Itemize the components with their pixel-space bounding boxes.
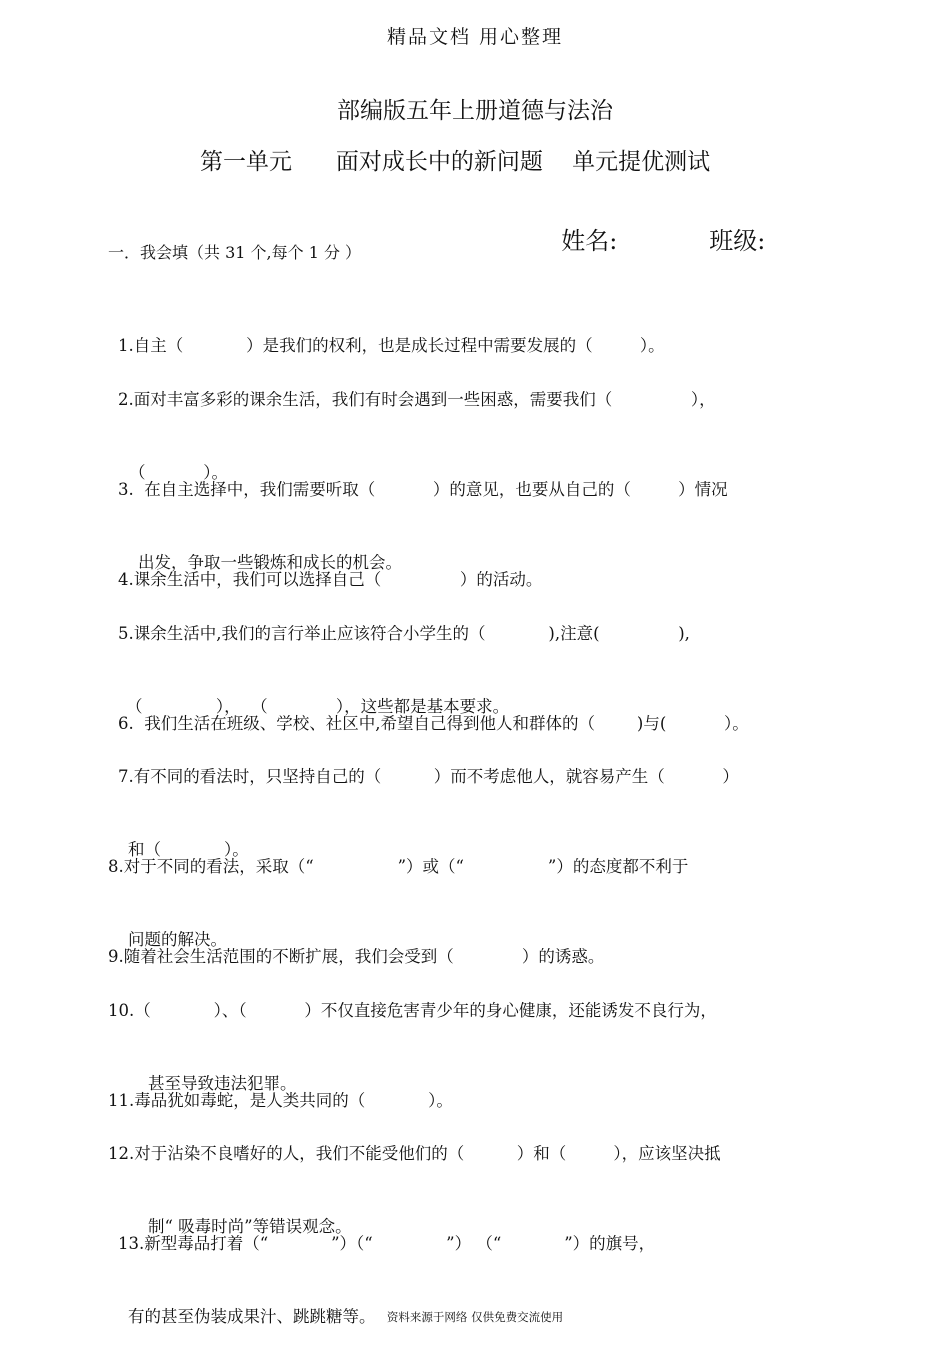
question-line: 4.课余生活中，我们可以选择自己（ ）的活动。 [118, 570, 543, 589]
question-line: 8.对于不同的看法，采取（“ ”）或（“ ”）的态度都不利于 [108, 857, 689, 876]
question-line: 10.（ ）、（ ）不仅直接危害青少年的身心健康，还能诱发不良行为， [108, 1001, 717, 1020]
question-line-continued: 有的甚至伪装成果汁、跳跳糖等。 [128, 1307, 376, 1326]
document-footer: 资料来源于网络 仅供免费交流使用 [386, 1310, 564, 1324]
student-info [546, 193, 765, 256]
question-line: 12.对于沾染不良嗜好的人，我们不能受他们的（ ）和（ ），应该坚决抵 [108, 1144, 721, 1163]
question-line: 7.有不同的看法时，只坚持自己的（ ）而不考虑他人，就容易产生（ ） [118, 767, 739, 786]
question-line: 1.自主（ ）是我们的权利，也是成长过程中需要发展的（ ）。 [118, 336, 665, 355]
name-label: 姓名: [561, 227, 618, 255]
question-line: 11.毒品犹如毒蛇，是人类共同的（ ）。 [108, 1091, 453, 1110]
question-line: 5.课余生活中,我们的言行举止应该符合小学生的（ ),注意( ), [118, 624, 690, 643]
question-line: 9.随着社会生活范围的不断扩展，我们会受到（ ）的诱惑。 [108, 947, 605, 966]
question-line-continued: 问题的解决。 [128, 930, 227, 949]
document-header: 精品文档 用心整理 [386, 26, 564, 48]
question-line-continued: （ ）。 [129, 463, 228, 482]
unit-title: 第一单元 面对成长中的新问题 单元提优测试 [200, 149, 711, 175]
question-line-continued: 出发，争取一些锻炼和成长的机会。 [138, 553, 402, 572]
question-line-continued: 甚至导致违法犯罪。 [148, 1074, 297, 1093]
class-label: 班级: [709, 227, 766, 255]
question-line: 13.新型毒品打着（“ ”）（“ ”） （“ ”）的旗号， [118, 1234, 656, 1253]
question-line-continued: （ ）， （ ），这些都是基本要求。 [126, 697, 510, 716]
question-line: 2.面对丰富多彩的课余生活，我们有时会遇到一些困惑，需要我们（ ）， [118, 390, 716, 409]
question-line-continued: 制“ 吸毒时尚”等错误观念。 [148, 1217, 352, 1236]
question-line-continued: 和（ ）。 [128, 840, 249, 859]
question-line: 3. 在自主选择中，我们需要听取（ ）的意见，也要从自己的（ ）情况 [118, 480, 728, 499]
document-title: 部编版五年上册道德与法治 [337, 98, 613, 124]
question-line: 6. 我们生活在班级、学校、社区中,希望自己得到他人和群体的（ )与( ）。 [118, 714, 749, 733]
section-heading: 一．我会填（共 31 个,每个 1 分 ） [108, 243, 362, 262]
